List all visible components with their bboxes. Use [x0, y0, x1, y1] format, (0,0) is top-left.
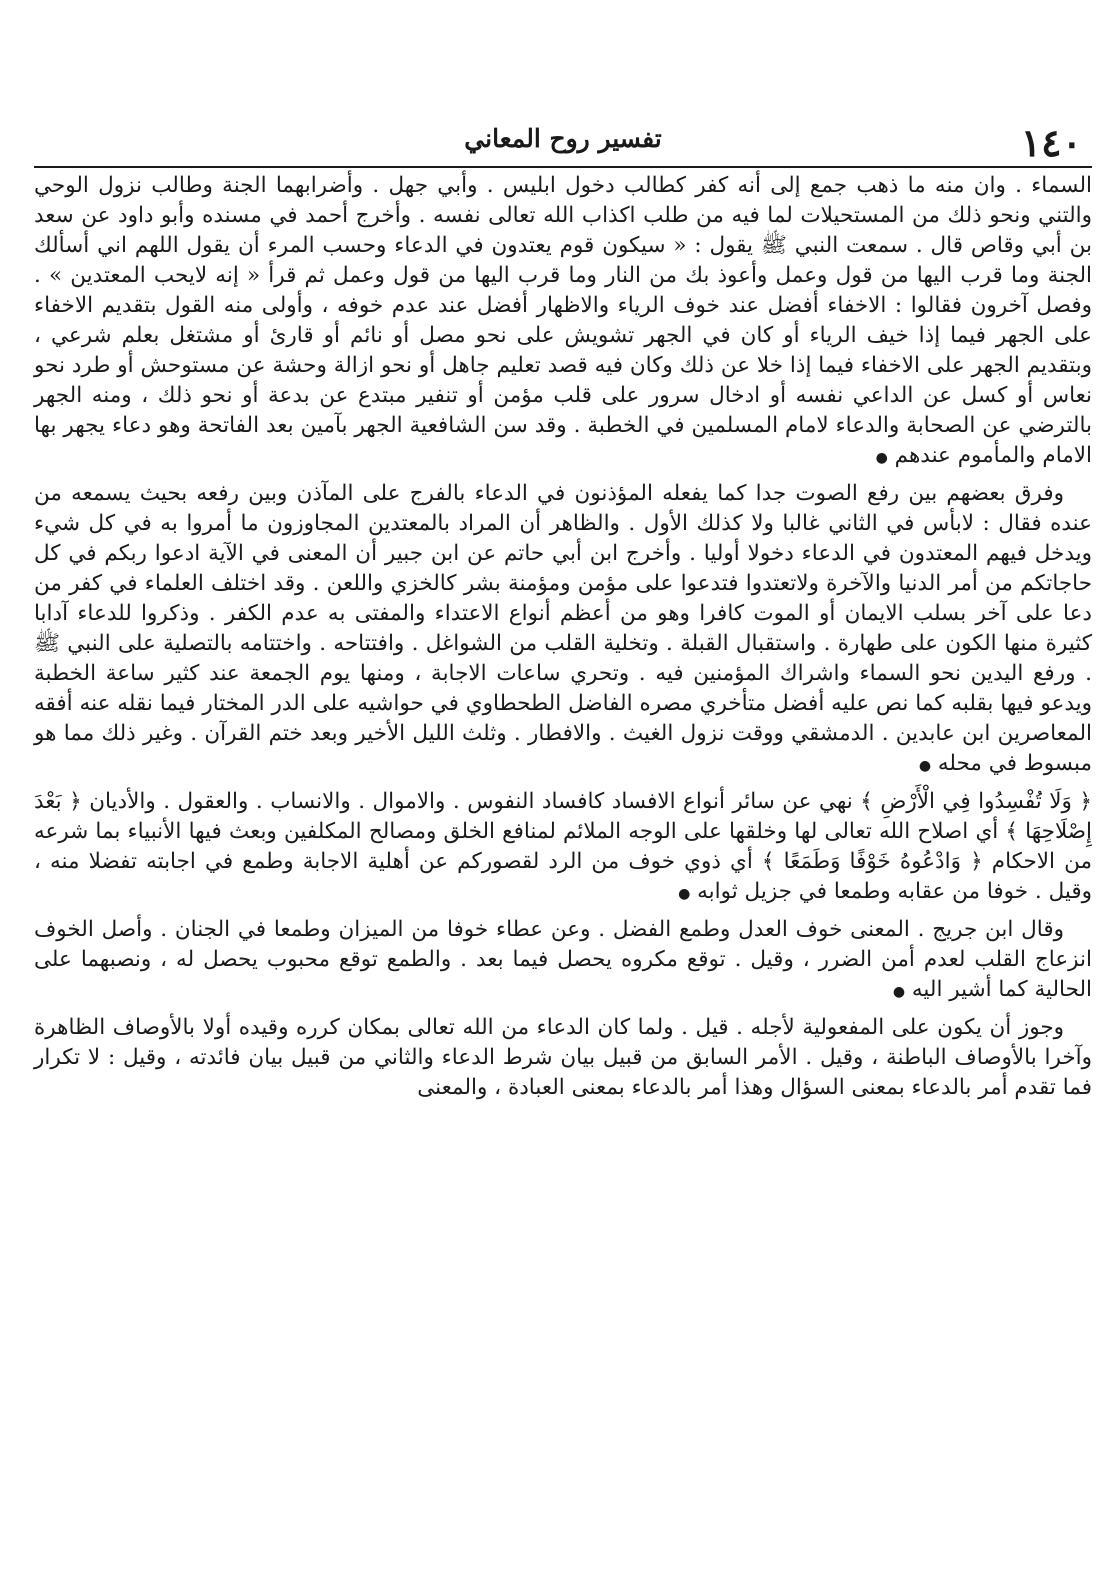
- body-text: [34, 171, 1092, 1109]
- paragraph-text: وجوز أن يكون على المفعولية لأجله . قيل . ولما كان الدعاء من الله تعالى بمكان كرره وقيده أولا بالأوصاف الظاهرة وآخرا بالأوصاف الباطنة ، وقيل . الأمر السابق من قبيل بيان شرط الدعاء والثاني من قبيل بيان فائدته ، وقيل : لا تكرار فما تقدم أمر بالدعاء بمعنى السؤال وهذا أمر بالدعاء بمعنى العبادة ، والمعنى: [34, 1015, 1092, 1100]
- end-mark-icon: ●: [918, 758, 932, 774]
- end-mark-icon: ●: [678, 886, 691, 902]
- paragraph-text: ﴿ وَلَا تُفْسِدُوا فِي الْأَرْضِ ﴾ نهي عن سائر أنواع الافساد كافساد النفوس . والاموال . والانساب . والعقول . والأديان ﴿ بَعْدَ إِصْلَاحِهَا ﴾ أي اصلاح الله تعالى لها وخلقها على الوجه الملائم لمنافع الخلق ومصالح المكلفين وبعث فيها الأنبياء بما شرعه من الاحكام ﴿ وَادْعُوهُ خَوْفًا وَطَمَعًا ﴾ أي ذوي خوف من الرد لقصوركم عن أهلية الاجابة وطمع في اجابته تفضلا منه ، وقيل . خوفا من عقابه وطمعا في جزيل ثوابه: [34, 789, 1092, 904]
- paragraph-text: وقال ابن جريج . المعنى خوف العدل وطمع الفضل . وعن عطاء خوفا من الميزان وطمعا في الجنان . وأصل الخوف انزعاج القلب لعدم أمن الضرر ، وقيل . توقع مكروه يحصل فيما بعد . والطمع توقع محبوب يحصل له ، ونصبهما على الحالية كما أشير اليه: [34, 917, 1092, 1002]
- page-header: [34, 118, 1092, 166]
- paragraph: [34, 479, 1092, 781]
- running-title: تفسير روح المعاني: [464, 124, 662, 153]
- paragraph: [34, 1013, 1092, 1103]
- end-mark-icon: ●: [892, 984, 906, 1000]
- page-number: ١٤٠: [1020, 120, 1082, 165]
- paragraph: [34, 787, 1092, 909]
- paragraph: [34, 171, 1092, 473]
- paragraph: [34, 915, 1092, 1007]
- header-rule: [34, 166, 1092, 168]
- paragraph-text: وفرق بعضهم بين رفع الصوت جدا كما يفعله المؤذنون في الدعاء بالفرج على المآذن وبين رفعه بحيث يسمعه من عنده فقال : لابأس في الثاني غالبا ولا كذلك الأول . والظاهر أن المراد بالمعتدين المجاوزون ما أمروا به في كل شيء ويدخل فيهم المعتدون في الدعاء دخولا أوليا . وأخرج ابن أبي حاتم عن ابن جبير أن المعنى في الآية ادعوا ربكم في كل حاجاتكم من أمر الدنيا والآخرة ولاتعتدوا فتدعوا على مؤمن ومؤمنة بشر كالخزي واللعن . وقد اختلف العلماء في كفر من دعا على آخر بسلب الايمان أو الموت كافرا وهو من أعظم أنواع الاعتداء والمفتى به عدم الكفر . وذكروا للدعاء آدابا كثيرة منها الكون على طهارة . واستقبال القبلة . وتخلية القلب من الشواغل . وافتتاحه . واختتامه بالتصلية على النبي ﷺ . ورفع اليدين نحو السماء واشراك المؤمنين فيه . وتحري ساعات الاجابة ، ومنها يوم الجمعة عند كثير ساعة الخطبة ويدعو فيها بقلبه كما نص عليه أفضل متأخري مصره الفاضل الطحطاوي في حواشيه على الدر المختار فيما نقله عنه أفقه المعاصرين ابن عابدين . الدمشقي ووقت نزول الغيث . والافطار . وثلث الليل الأخير وبعد ختم القرآن . وغير ذلك مما هو مبسوط في محله: [34, 481, 1092, 776]
- paragraph-text: السماء . وان منه ما ذهب جمع إلى أنه كفر كطالب دخول ابليس . وأبي جهل . وأضرابهما الجنة وطالب نزول الوحي والتني ونحو ذلك من المستحيلات لما فيه من طلب اكذاب الله تعالى نفسه . وأخرج أحمد في مسنده وأبو داود عن سعد بن أبي وقاص قال . سمعت النبي ﷺ يقول : « سيكون قوم يعتدون في الدعاء وحسب المرء أن يقول اللهم اني أسألك الجنة وما قرب اليها من قول وعمل وأعوذ بك من النار وما قرب اليها من قول وعمل ثم قرأ « إنه لايحب المعتدين » . وفصل آخرون فقالوا : الاخفاء أفضل عند خوف الرياء والاظهار أفضل عند عدم خوفه ، وأولى منه القول بتقديم الاخفاء على الجهر فيما إذا خيف الرياء أو كان في الجهر تشويش على نحو مصل أو نائم أو قارئ أو مشتغل بعلم شرعي ، وبتقديم الجهر على الاخفاء فيما إذا خلا عن ذلك وكان فيه قصد تعليم جاهل أو نحو ازالة وحشة عن مستوحش أو طرد نحو نعاس أو كسل عن الداعي نفسه أو ادخال سرور على قلب مؤمن أو تنفير مبتدع عن بدعة أو نحو ذلك ، ومنه الجهر بالترضي عن الصحابة والدعاء لامام المسلمين في الخطبة . وقد سن الشافعية الجهر بآمين بعد الفاتحة وهو دعاء يجهر بها الامام والمأموم عندهم: [34, 173, 1092, 468]
- end-mark-icon: ●: [875, 450, 888, 466]
